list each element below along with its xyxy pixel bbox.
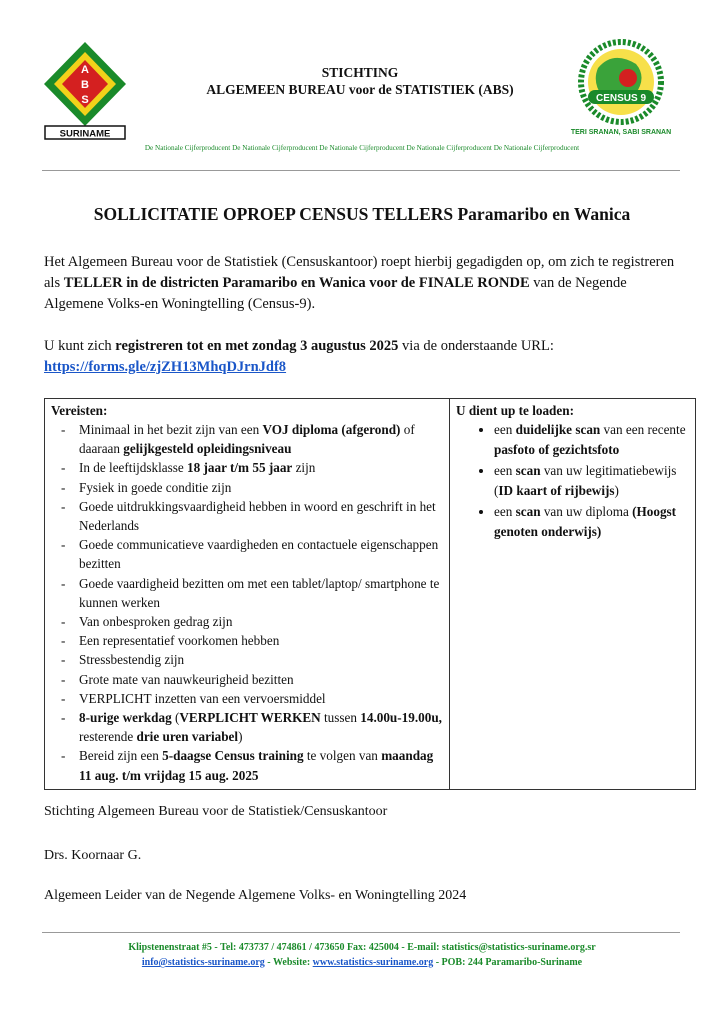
tagline: De Nationale Cijferproducent De Nationale Cijferproducent De Nationale Cijferproducent De Nationale Cijferproducent De Nationale Cijferproducent <box>144 144 580 152</box>
text: van uw diploma <box>540 504 633 519</box>
requirement-item <box>51 670 443 689</box>
text: Bereid zijn een <box>79 748 163 764</box>
text: te volgen van <box>303 748 382 764</box>
text: ) <box>614 483 619 498</box>
intro-paragraph <box>44 252 684 315</box>
registration-text-2: via de onderstaande URL: <box>398 338 554 354</box>
bold-text: VOJ diploma (afgerond) <box>262 422 401 437</box>
footer-organization: Stichting Algemeen Bureau voor de Statistiek/Censuskantoor <box>44 804 388 819</box>
upload-item <box>494 420 689 460</box>
text: tussen <box>320 710 361 726</box>
text: een <box>494 463 516 478</box>
requirement-item <box>51 420 443 458</box>
text: Minimaal in het bezit zijn van een <box>79 422 263 437</box>
intro-text-2: van de Negende Algemene Volks-en Woningtelling (Census-9). <box>44 275 627 312</box>
text: Een representatief voorkomen hebben <box>79 633 280 649</box>
page-title: SOLLICITATIE OPROEP CENSUS TELLERS Paramaribo en Wanica <box>93 204 631 224</box>
text: van een recente <box>600 422 686 437</box>
census-label: CENSUS 9 <box>595 93 647 104</box>
requirement-item <box>51 708 443 746</box>
text: of daaraan <box>79 422 415 457</box>
bold-text: maandag 11 aug. t/m vrijdag 15 aug. 2025 <box>79 748 434 783</box>
registration-text-1: U kunt zich <box>44 338 116 354</box>
census9-logo <box>568 38 674 138</box>
bold-text: (Hoogst genoten onderwijs) <box>494 504 677 539</box>
text: Goede uitdrukkingsvaardigheid hebben in woord en geschrift in het Nederlands <box>79 498 436 534</box>
requirement-item <box>51 535 443 573</box>
text: zijn <box>292 460 316 476</box>
requirement-item <box>51 574 443 612</box>
bold-text: 5-daagse Census training <box>162 748 304 764</box>
organization-name <box>150 64 570 98</box>
registration-deadline: registreren tot en met zondag 3 augustus 2025 <box>115 338 399 354</box>
org-line-1: STICHTING <box>321 65 399 80</box>
registration-paragraph <box>44 336 684 378</box>
requirements-list <box>51 420 443 785</box>
bold-text: 14.00u-19.00u, <box>360 710 442 726</box>
text: van uw legitimatiebewijs ( <box>494 463 677 498</box>
upload-item <box>494 461 689 501</box>
contact-line-1: Klipstenenstraat #5 - Tel: 473737 / 474861 / 473650 Fax: 425004 - E-mail: statistics@statistics-suriname.org.sr <box>128 942 596 953</box>
registration-link[interactable]: https://forms.gle/zjZH13MhqDJrnJdf8 <box>44 359 287 375</box>
text: VERPLICHT inzetten van een vervoersmiddel <box>79 690 326 706</box>
requirement-item <box>51 497 443 535</box>
text: Grote mate van nauwkeurigheid bezitten <box>79 671 294 687</box>
requirements-table <box>44 398 696 790</box>
footer-divider <box>42 932 680 933</box>
bold-text: VERPLICHT WERKEN <box>179 710 321 726</box>
upload-item <box>494 502 689 542</box>
requirement-item <box>51 631 443 650</box>
website-link[interactable]: www.statistics-suriname.org <box>312 957 434 968</box>
contact-separator-1: - Website: <box>264 957 313 968</box>
census-slogan: TERI SRANAN, SABI SRANAN <box>570 129 672 136</box>
text: ( <box>171 710 180 726</box>
uploads-list <box>456 420 689 542</box>
bold-text: gelijkgesteld opleidingsniveau <box>123 441 292 457</box>
bold-text: 18 jaar t/m 55 jaar <box>187 460 293 476</box>
uploads-heading: U dient up te loaden: <box>456 403 574 418</box>
abs-letter-a: A <box>81 64 89 76</box>
bold-text: drie uren variabel <box>136 729 239 745</box>
bold-text: scan <box>515 463 541 478</box>
text: Fysiek in goede conditie zijn <box>79 479 232 495</box>
requirement-item <box>51 689 443 708</box>
text: een <box>494 422 516 437</box>
requirement-item <box>51 612 443 631</box>
text: een <box>494 504 516 519</box>
contact-line-2 <box>42 955 682 970</box>
abs-letter-s: S <box>81 94 89 106</box>
footer-role: Algemeen Leider van de Negende Algemene Volks- en Woningtelling 2024 <box>44 888 467 903</box>
contact-block <box>42 940 682 970</box>
bold-text: 8-urige werkdag <box>79 710 172 726</box>
requirement-item <box>51 458 443 477</box>
header-divider <box>42 170 680 171</box>
bold-text: duidelijke scan <box>515 422 601 437</box>
requirement-item <box>51 650 443 669</box>
abs-country: SURINAME <box>59 128 111 140</box>
requirements-cell <box>45 399 450 790</box>
bold-text: ID kaart of rijbewijs <box>498 483 615 498</box>
uploads-cell <box>450 399 696 790</box>
text: Van onbesproken gedrag zijn <box>79 614 233 630</box>
text: In de leeftijdsklasse <box>79 460 188 476</box>
requirements-heading: Vereisten: <box>51 403 108 418</box>
bold-text: pasfoto of gezichtsfoto <box>494 442 620 457</box>
text: Goede vaardigheid bezitten om met een tablet/laptop/ smartphone te kunnen werken <box>79 575 440 610</box>
text: Goede communicatieve vaardigheden en contactuele eigenschappen bezitten <box>79 537 439 572</box>
text: Stressbestendig zijn <box>79 652 185 668</box>
requirement-item <box>51 478 443 497</box>
text: ) <box>238 729 243 745</box>
footer-signatory: Drs. Koornaar G. <box>44 848 142 863</box>
abs-logo <box>42 40 128 140</box>
contact-separator-2: - POB: 244 Paramaribo-Suriname <box>433 957 583 968</box>
intro-text-bold: TELLER in de districten Paramaribo en Wanica voor de FINALE RONDE <box>63 275 530 291</box>
requirement-item <box>51 746 443 784</box>
bold-text: scan <box>515 504 541 519</box>
abs-letter-b: B <box>81 79 89 91</box>
org-line-2: ALGEMEEN BUREAU voor de STATISTIEK (ABS) <box>206 82 514 97</box>
text: resterende <box>79 729 137 745</box>
intro-text-1: Het Algemeen Bureau voor de Statistiek (Censuskantoor) roept hierbij gegadigden op, om zich te registreren als <box>44 254 675 291</box>
info-email-link[interactable]: info@statistics-suriname.org <box>141 957 265 968</box>
